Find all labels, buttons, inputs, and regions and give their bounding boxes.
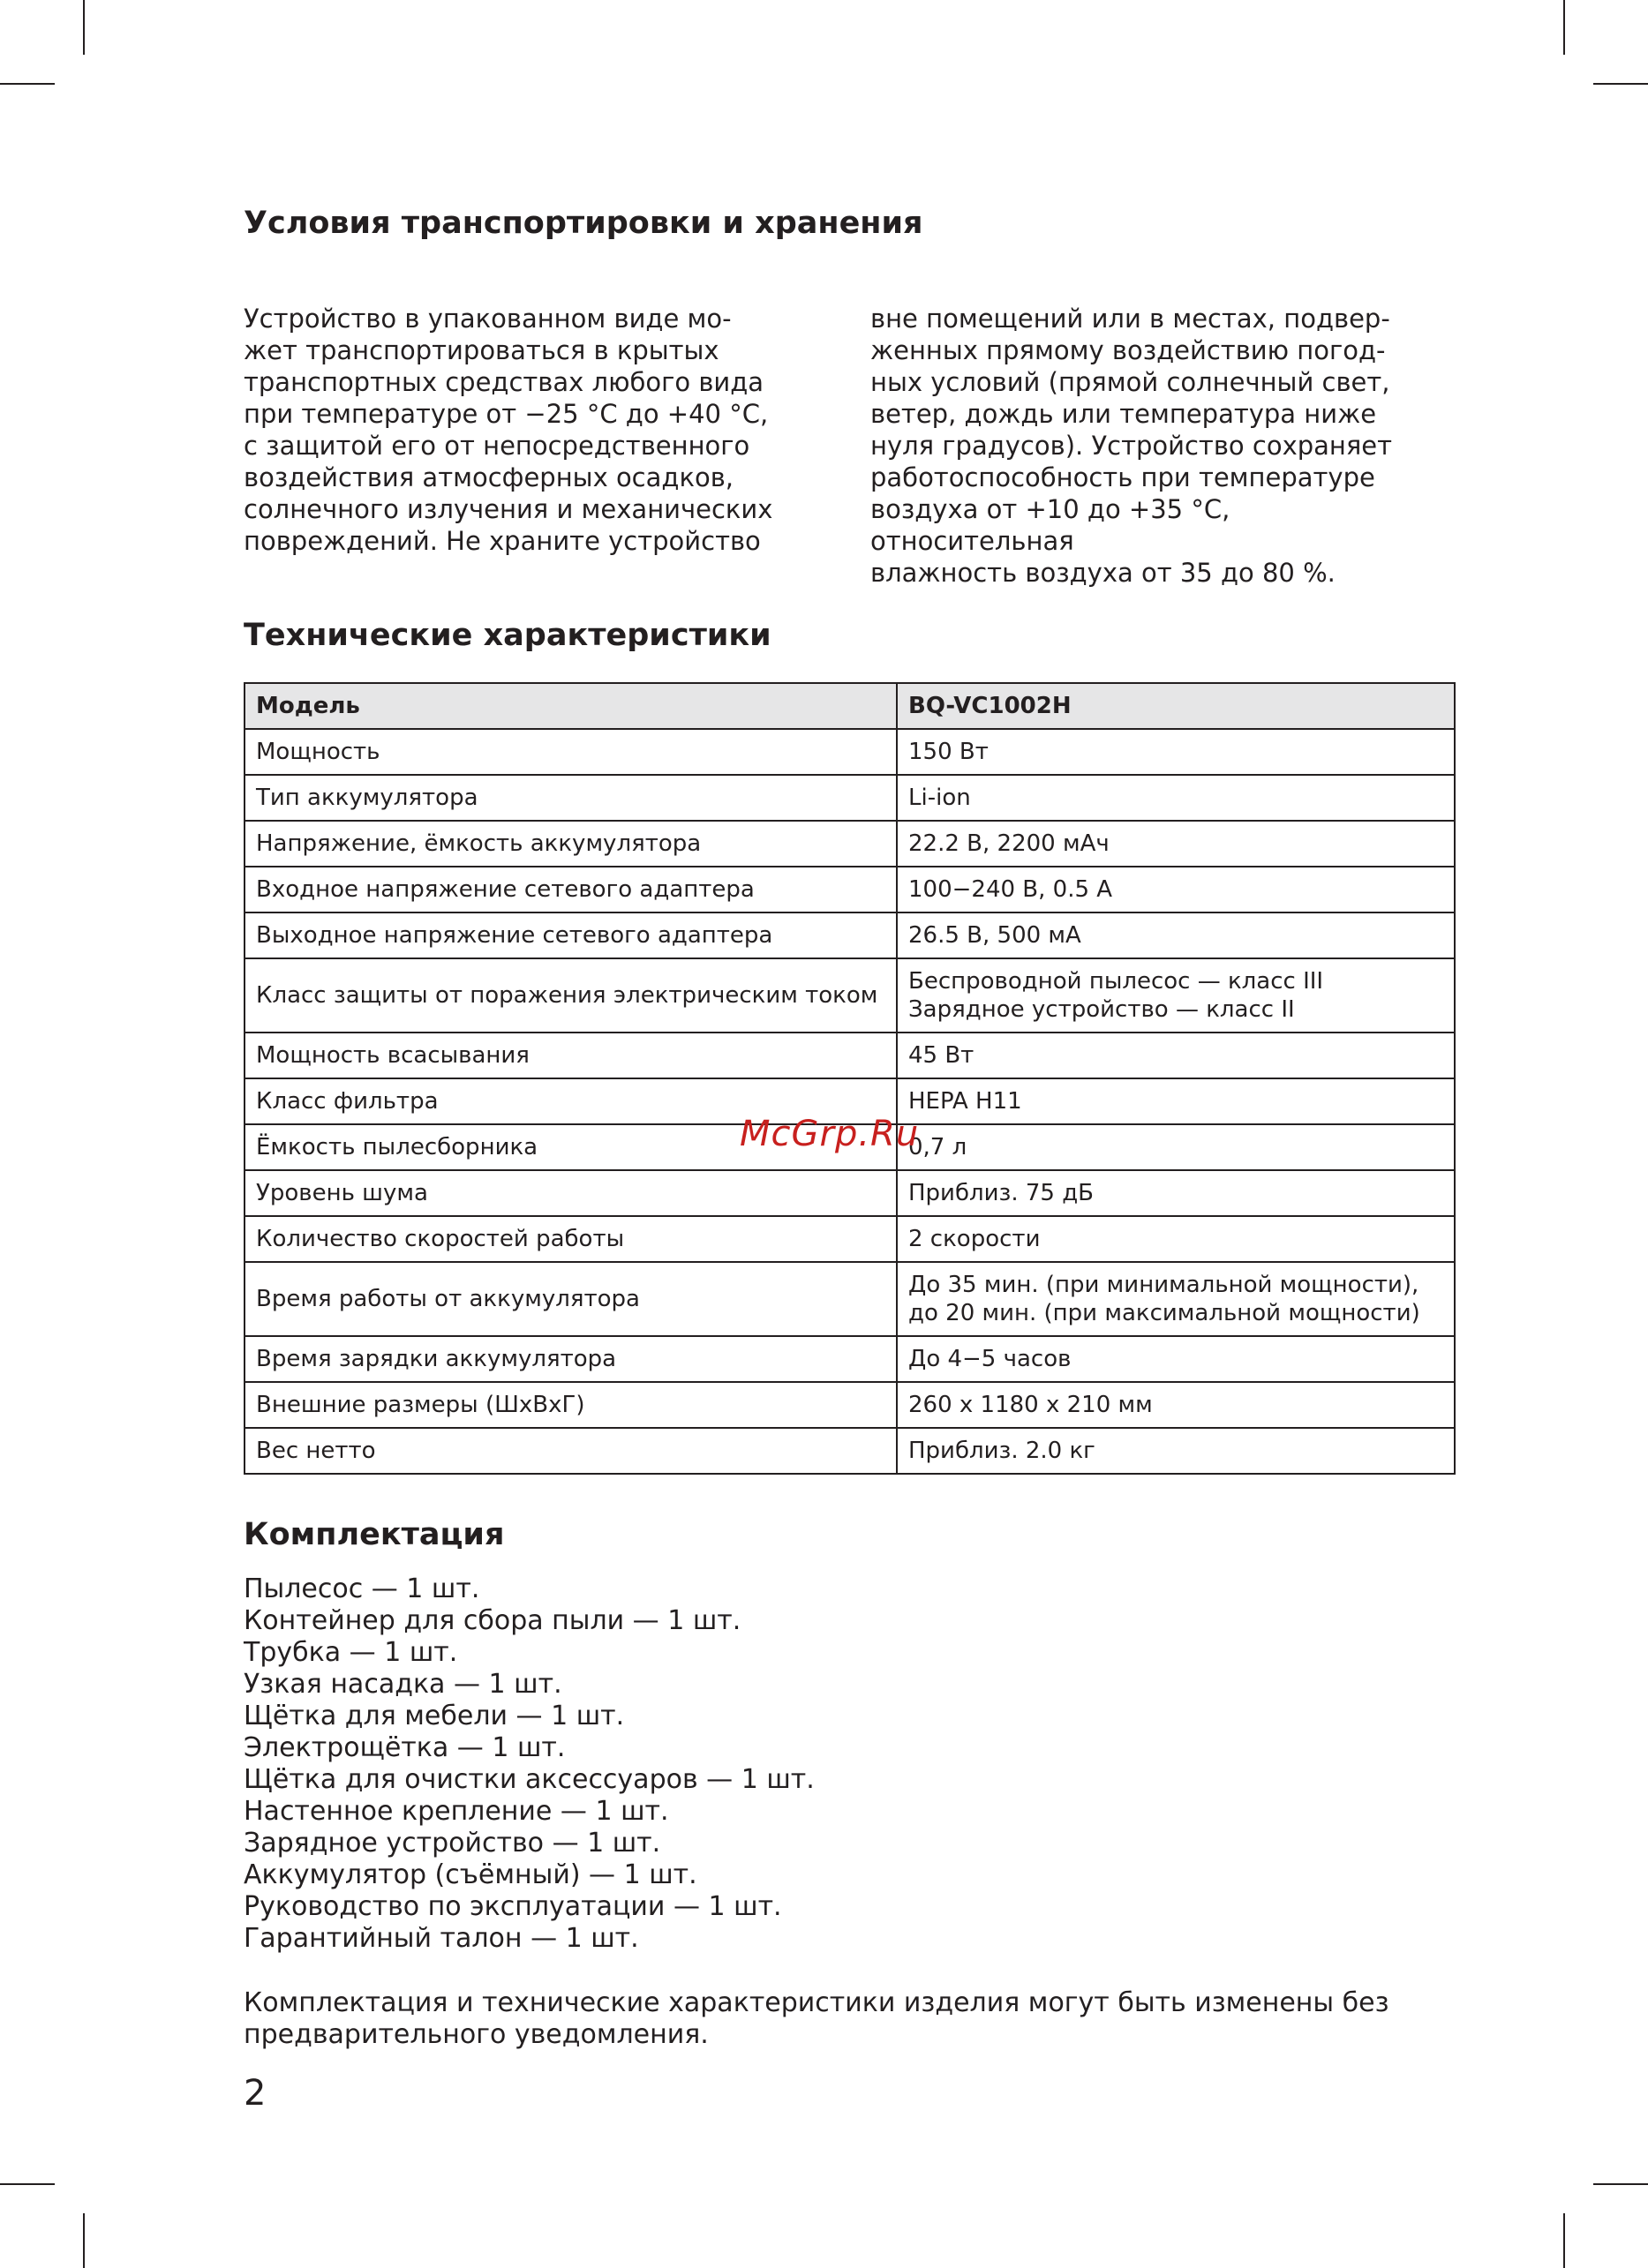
crop-mark [0,83,55,85]
spec-value: 22.2 В, 2200 мАч [897,821,1455,867]
transport-text-column-2: вне помещений или в местах, подвер- женных прямому воздействию погод- ных условий (прямой солнечный свет, ветер, дождь или температура ниже нуля градусов). Устройство сохраняет работоспособность при температуре воздуха от +10 до +35 °С, относительная влажность воздуха от 35 до 80 %. [870,304,1393,588]
specs-table-header [245,683,1455,729]
spec-label: Мощность [245,729,897,775]
table-row [245,867,1455,912]
spec-value: 45 Вт [897,1033,1455,1078]
list-item: Зарядное устройство — 1 шт. [244,1828,661,1859]
spec-label: Уровень шума [245,1170,897,1216]
table-row [245,958,1455,1033]
spec-value: Приблиз. 2.0 кг [897,1428,1455,1474]
list-item: Руководство по эксплуатации — 1 шт. [244,1891,782,1922]
spec-value: Li-ion [897,775,1455,821]
table-row [245,1033,1455,1078]
spec-value: Беспроводной пылесос — класс III Зарядное устройство — класс II [897,958,1455,1033]
list-item: Узкая насадка — 1 шт. [244,1669,562,1700]
table-row [245,1216,1455,1262]
spec-label: Класс защиты от поражения электрическим током [245,958,897,1033]
transport-text-column-1: Устройство в упакованном виде мо- жет транспортироваться в крытых транспортных средствах любого вида при температуре от −25 °С до +40 °С, с защитой его от непосредственного воздействия атмосферных осадков, солнечного излучения и механических повреждений. Не храните устройство [244,304,773,556]
spec-label: Вес нетто [245,1428,897,1474]
kit-note: Комплектация и технические характеристики изделия могут быть изменены без предварительного уведомления. [244,1987,1389,2050]
table-row [245,1382,1455,1428]
table-row [245,821,1455,867]
transport-heading: Условия транспортировки и хранения [244,206,923,241]
kit-heading: Комплектация [244,1517,505,1552]
spec-value: 2 скорости [897,1216,1455,1262]
table-row [245,1336,1455,1382]
spec-label: Входное напряжение сетевого адаптера [245,867,897,912]
list-item: Гарантийный талон — 1 шт. [244,1923,639,1954]
spec-label: Тип аккумулятора [245,775,897,821]
spec-value: 100−240 В, 0.5 А [897,867,1455,912]
table-row [245,775,1455,821]
page-number: 2 [244,2073,267,2114]
specs-heading: Технические характеристики [244,618,771,653]
table-row [245,1170,1455,1216]
spec-label: Количество скоростей работы [245,1216,897,1262]
crop-mark [83,0,85,55]
spec-label: Внешние размеры (ШхВхГ) [245,1382,897,1428]
spec-label: Время зарядки аккумулятора [245,1336,897,1382]
specs-table [244,682,1456,1475]
spec-value: 260 х 1180 х 210 мм [897,1382,1455,1428]
table-row [245,1428,1455,1474]
crop-mark [1593,2183,1648,2185]
spec-value: HEPA H11 [897,1078,1455,1124]
list-item: Настенное крепление — 1 шт. [244,1796,669,1827]
list-item: Трубка — 1 шт. [244,1637,458,1668]
spec-label: Мощность всасывания [245,1033,897,1078]
list-item: Щётка для очистки аксессуаров — 1 шт. [244,1764,815,1795]
spec-label: Время работы от аккумулятора [245,1262,897,1336]
crop-mark [1563,0,1565,55]
specs-header-value: BQ-VC1002H [897,683,1455,729]
crop-mark [83,2213,85,2268]
spec-value: До 35 мин. (при минимальной мощности), до 20 мин. (при максимальной мощности) [897,1262,1455,1336]
list-item: Электрощётка — 1 шт. [244,1732,566,1763]
spec-value: 26.5 В, 500 мА [897,912,1455,958]
list-item: Щётка для мебели — 1 шт. [244,1701,625,1731]
spec-value: До 4−5 часов [897,1336,1455,1382]
crop-mark [0,2183,55,2185]
specs-header-label: Модель [245,683,897,729]
table-row [245,912,1455,958]
crop-mark [1593,83,1648,85]
list-item: Пылесос — 1 шт. [244,1573,480,1604]
crop-mark [1563,2213,1565,2268]
kit-list [244,1573,1391,1955]
table-row [245,1262,1455,1336]
spec-label: Класс фильтра [245,1078,897,1124]
spec-label: Напряжение, ёмкость аккумулятора [245,821,897,867]
table-row [245,729,1455,775]
spec-value: Приблиз. 75 дБ [897,1170,1455,1216]
spec-label: Выходное напряжение сетевого адаптера [245,912,897,958]
spec-label: Ёмкость пылесборника [245,1124,897,1170]
list-item: Аккумулятор (съёмный) — 1 шт. [244,1859,697,1890]
spec-value: 150 Вт [897,729,1455,775]
list-item: Контейнер для сбора пыли — 1 шт. [244,1605,741,1636]
spec-value: 0,7 л [897,1124,1455,1170]
watermark-text: McGrp.Ru [740,1114,920,1154]
